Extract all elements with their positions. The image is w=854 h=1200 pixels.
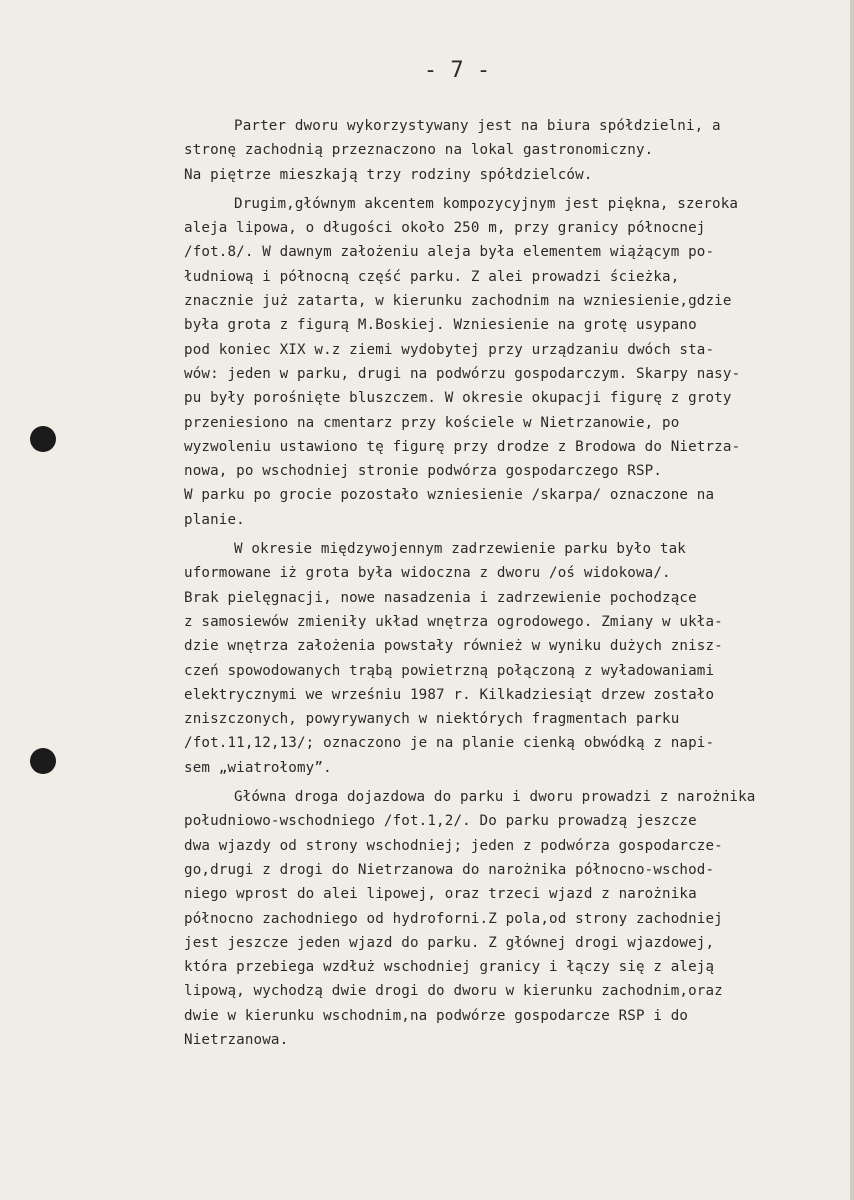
text-line: aleja lipowa, o długości około 250 m, przy granicy północnej [184,220,706,237]
text-line: łudniową i północną część parku. Z alei prowadzi ścieżka, [184,268,680,285]
text-line: W parku po grocie pozostało wzniesienie /skarpa/ oznaczone na [184,487,715,504]
text-line: która przebiega wzdłuż wschodniej granicy i łączy się z aleją [184,959,715,976]
paragraph [184,192,854,532]
page-number: - 7 - [423,58,491,83]
text-line: przeniesiono na cmentarz przy kościele w Nietrzanowie, po [184,414,680,431]
text-line: /fot.11,12,13/; oznaczono je na planie cienką obwódką z napi- [184,735,715,752]
text-line: północno zachodniego od hydroforni.Z pola,od strony zachodniej [184,910,723,927]
text-line: znacznie już zatarta, w kierunku zachodnim na wzniesienie,gdzie [184,293,732,310]
text-line: czeń spowodowanych trąbą powietrzną połączoną z wyładowaniami [184,662,715,679]
text-line: południowo-wschodniego /fot.1,2/. Do parku prowadzą jeszcze [184,813,697,830]
text-line: Drugim,głównym akcentem kompozycyjnym jest piękna, szeroka [234,195,739,212]
text-line: dwie w kierunku wschodnim,na podwórze gospodarcze RSP i do [184,1007,689,1024]
text-line: Nietrzanowa. [184,1031,289,1048]
text-line: planie. [184,511,245,528]
paragraph [184,114,854,187]
text-line: Parter dworu wykorzystywany jest na biura spółdzielni, a [234,118,721,134]
text-line: pu były porośnięte bluszczem. W okresie okupacji figurę z groty [184,390,732,407]
text-line: zniszczonych, powyrywanych w niektórych fragmentach parku [184,711,680,728]
text-line: dzie wnętrza założenia powstały również w wyniku dużych znisz- [184,638,723,655]
text-line: W okresie międzywojennym zadrzewienie parku było tak [234,541,686,558]
text-line: Na piętrze mieszkają trzy rodziny spółdzielców. [184,166,593,183]
text-line: Brak pielęgnacji, nowe nasadzenia i zadrzewienie pochodzące [184,589,697,606]
text-line: niego wprost do alei lipowej, oraz trzeci wjazd z narożnika [184,886,697,903]
text-line: pod koniec XIX w.z ziemi wydobytej przy urządzaniu dwóch sta- [184,341,715,358]
text-line: elektrycznymi we wrześniu 1987 r. Kilkadziesiąt drzew zostało [184,686,715,703]
text-line: sem „wiatrołomy”. [184,759,332,776]
text-line: /fot.8/. W dawnym założeniu aleja była elementem wiążącym po- [184,244,715,261]
text-line: jest jeszcze jeden wjazd do parku. Z głównej drogi wjazdowej, [184,934,715,951]
text-line: była grota z figurą M.Boskiej. Wzniesienie na grotę usypano [184,317,697,334]
text-line: wyzwoleniu ustawiono tę figurę przy drodze z Brodowa do Nietrza- [184,438,741,455]
punch-hole-bottom [30,748,56,774]
text-line: wów: jeden w parku, drugi na podwórzu gospodarczym. Skarpy nasy- [184,365,741,382]
document-body [184,114,854,1057]
paragraph [184,537,854,780]
text-line: dwa wjazdy od strony wschodniej; jeden z podwórza gospodarcze- [184,837,723,854]
paragraph [184,785,854,1052]
punch-hole-top [30,426,56,452]
text-line: z samosiewów zmieniły układ wnętrza ogrodowego. Zmiany w ukła- [184,613,723,630]
text-line: stronę zachodnią przeznaczono na lokal gastronomiczny. [184,142,654,159]
text-line: Główna droga dojazdowa do parku i dworu prowadzi z narożnika [234,789,756,806]
text-line: lipową, wychodzą dwie drogi do dworu w kierunku zachodnim,oraz [184,983,723,1000]
text-line: nowa, po wschodniej stronie podwórza gospodarczego RSP. [184,463,663,480]
text-line: uformowane iż grota była widoczna z dworu /oś widokowa/. [184,565,671,582]
text-line: go,drugi z drogi do Nietrzanowa do narożnika północno-wschod- [184,861,715,878]
